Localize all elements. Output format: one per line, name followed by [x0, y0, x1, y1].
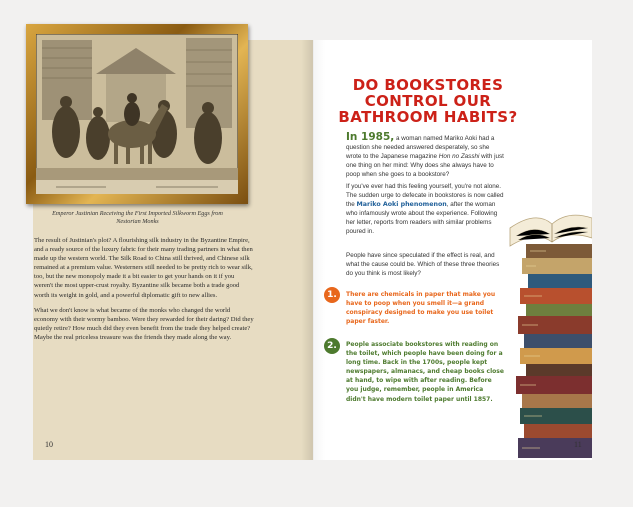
gold-picture-frame — [26, 24, 248, 204]
engraving-scene — [36, 34, 238, 194]
theory-1-number: 1. — [324, 287, 340, 303]
magazine-title: Hon no Zasshi — [438, 153, 480, 160]
theory-2-number: 2. — [324, 338, 340, 354]
title-line-1: DO BOOKSTORES — [352, 76, 504, 94]
page-number-right: 11 — [574, 440, 582, 449]
theories-intro-paragraph: People have since speculated if the effect is real, and what the cause could be. Which of these three theories do you think is most likely? — [346, 252, 500, 277]
left-body-text — [34, 236, 254, 348]
page-title — [313, 77, 543, 125]
title-line-3: BATHROOM HABITS? — [338, 108, 518, 126]
para2-before: If you've ever had this feeling yourself, you're not alone. The sudden urge to defecate in bookstores is now called the — [346, 183, 504, 208]
phenomenon-paragraph — [346, 182, 504, 236]
engraving-illustration — [36, 34, 238, 194]
left-paragraph-1: The result of Justinian's plot? A flourishing silk industry in the Byzantine Empire, and a ready source of the luxury fabric for their many trading partners in what then made up the western world. The Silk Road to China still thrived, and Chinese silk remained at a premium value. Westerners still needed to be pretty rich to wear silk, too, but the new monopoly made it a bit easier to get your hands on it if you weren't the most upper-crust royalty. Byzantine silk became both a trade good worth its weight in gold, and a powerful diplomatic gift to new allies. — [34, 237, 253, 299]
illustration-caption: Emperor Justinian Receiving the First Imported Silkworm Eggs from Nestorian Monks — [52, 210, 223, 225]
theory-1-text: There are chemicals in paper that make you have to poop when you smell it—a grand conspiracy designed to make you use toilet paper faster. — [346, 291, 496, 326]
title-line-2: CONTROL OUR — [364, 92, 492, 110]
intro-text-1: a woman named Mariko Aoki had a question she needed answered desperately, so she wrote to the Japanese magazine — [346, 135, 495, 160]
theory-2-text: People associate bookstores with reading on the toilet, which people have been doing for a long time. Back in the 1700s, people kept newspapers, almanacs, and cheap books close at hand, to wipe with after reading. Before you judge, remember, people in America didn't have modern toilet paper until 1857. — [346, 341, 504, 403]
left-paragraph-2: What we don't know is what became of the monks who changed the world economy with their wormy bamboo. Were they rewarded for their daring? Did they quietly retire? How much did they even benefit from the trade they helped create? Maybe the real priceless treasure was the friends they made along the way. — [34, 306, 254, 341]
intro-lead: In 1985, — [346, 131, 395, 143]
phenomenon-name: Mariko Aoki phenomenon — [356, 201, 447, 208]
para2-after: , after the woman who infamously wrote about the experience. Following her letter, reports from readers with similar problems poured in. — [346, 201, 498, 235]
book-stack-illustration — [506, 180, 592, 460]
page-number-left: 10 — [45, 440, 53, 449]
intro-paragraph — [346, 133, 506, 179]
intro-text-2: with just one thing on her mind: Why does she always have to poop when she goes to a bookstore? — [346, 153, 504, 178]
